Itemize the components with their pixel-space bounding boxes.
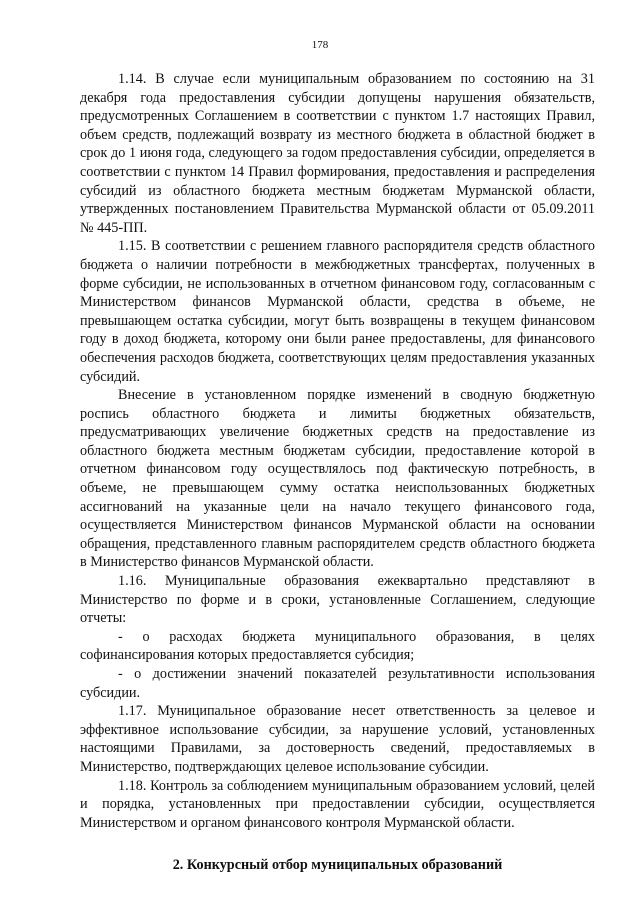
list-item-expenses-report: - о расходах бюджета муниципального образования, в целях софинансирования которых предоставляется субсидия;: [80, 628, 595, 664]
page-number: 178: [311, 39, 329, 51]
section-heading: 2. Конкурсный отбор муниципальных образований: [172, 857, 503, 874]
paragraph-1-16: 1.16. Муниципальные образования ежеквартально представляют в Министерство по форме и в сроки, установленные Соглашением, следующие отчеты:: [80, 573, 595, 627]
paragraph-1-17: 1.17. Муниципальное образование несет ответственность за целевое и эффективное использование субсидии, за нарушение условий, установленных настоящими Правилами, за достоверность сведений, предоставляемых в Министерство, подтверждающих целевое использование субсидии.: [80, 703, 595, 775]
paragraph-1-14: 1.14. В случае если муниципальным образованием по состоянию на 31 декабря года предоставления субсидии допущены нарушения обязательств, предусмотренных Соглашением в соответствии с пунктом 1.7 настоящих Правил, объем средств, подлежащий возврату из местного бюджета в областной бюджет в срок до 1 июня года, следующего за годом предоставления субсидии, определяется в соответствии с пунктом 14 Правил формирования, предоставления и распределения субсидий из областного бюджета местным бюджетам Мурманской области, утвержденных постановлением Правительства Мурманской области от 05.09.2011 № 445-ПП.: [80, 71, 595, 236]
paragraph-budget-changes: Внесение в установленном порядке изменений в сводную бюджетную роспись областного бюджета и лимиты бюджетных обязательств, предусматривающих увеличение бюджетных средств на предоставление из областного бюджета местным бюджетам субсидии, предоставление которой в отчетном финансовом году осуществлялось под фактическую потребность, в объеме, не превышающем сумму остатка неиспользованных бюджетных ассигнований на указанные цели на начало текущего финансового года, осуществляется Министерством финансов Мурманской области на основании обращения, представленного главным распорядителем средств областного бюджета в Министерство финансов Мурманской области.: [80, 387, 595, 571]
paragraph-1-15: 1.15. В соответствии с решением главного распорядителя средств областного бюджета о наличии потребности в межбюджетных трансфертах, полученных в форме субсидии, не использованных в отчетном финансовом году, согласованным с Министерством финансов Мурманской области, средства в объеме, не превышающем остатка субсидии, могут быть возвращены в текущем финансовом году в доход бюджета, которому они были ранее предоставлены, для финансового обеспечения расходов бюджета, соответствующих целям предоставления указанных субсидий.: [80, 238, 595, 385]
document-body: [80, 70, 595, 875]
list-item-indicators-report: - о достижении значений показателей результативности использования субсидии.: [80, 666, 595, 701]
paragraph-1-18: 1.18. Контроль за соблюдением муниципальным образованием условий, целей и порядка, установленных при предоставлении субсидии, осуществляется Министерством и органом финансового контроля Мурманской области.: [80, 777, 595, 831]
